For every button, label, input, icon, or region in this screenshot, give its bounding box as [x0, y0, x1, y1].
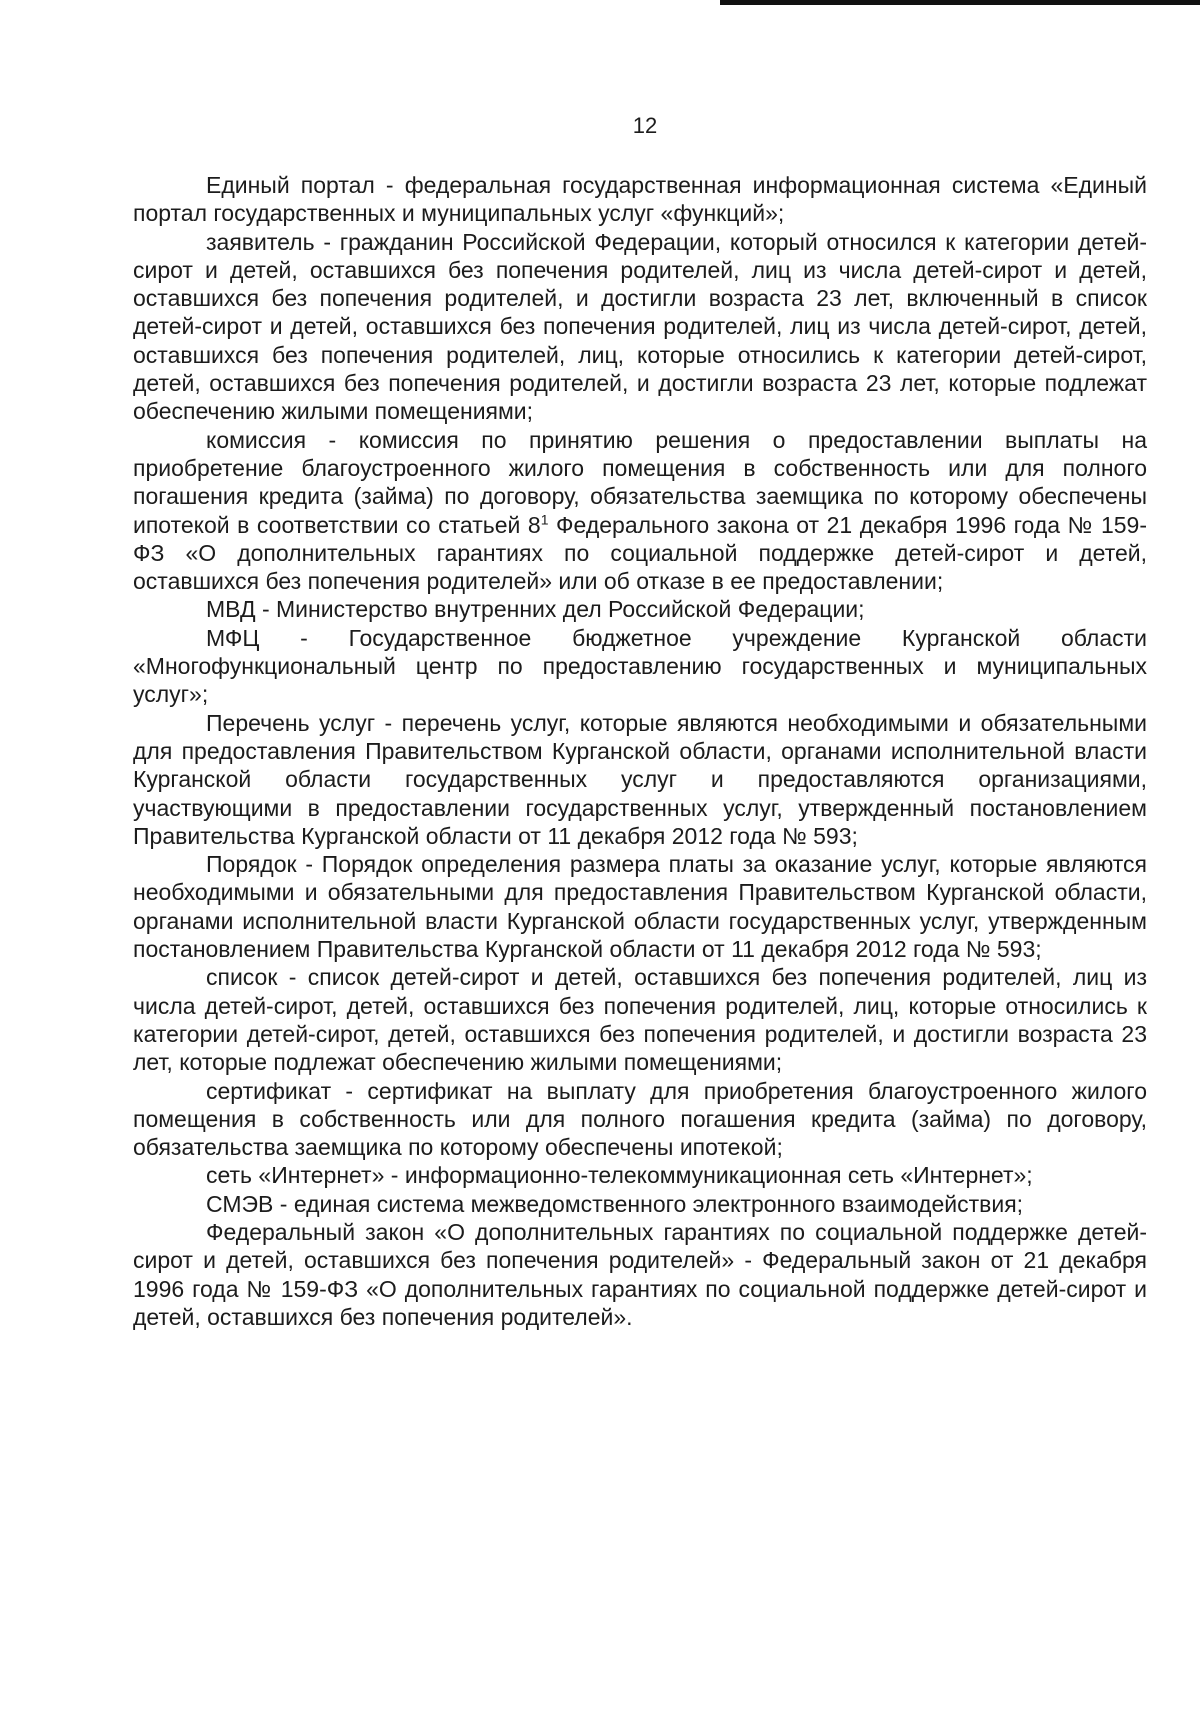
definition-commission-text-continued: Федерального закона от 21 декабря 1996 года № 159-ФЗ «О дополнительных гарантиях по социальной поддержке детей-сирот и детей, оставшихся без попечения родителей» или об отказе в ее предоставлении; — [133, 511, 1148, 595]
definition-internet: сеть «Интернет» - информационно-телекоммуникационная сеть «Интернет»; — [206, 1162, 1033, 1189]
definition-list: список - список детей-сирот и детей, оставшихся без попечения родителей, лиц из числа детей-сирот, детей, оставшихся без попечения родителей, лиц, которые относились к категории детей-сирот, детей, оставшихся без попечения родителей, и достигли возраста 23 лет, которые подлежат обеспечению жилыми помещениями; — [133, 964, 1147, 1076]
definition-procedure: Порядок - Порядок определения размера платы за оказание услуг, которые являются необходимыми и обязательными для предоставления Правительством Курганской области, органами исполнительной власти Курганской области государственных услуг, утвержденным постановлением Правительства Курганской области от 11 декабря 2012 года № 593; — [133, 851, 1147, 963]
scan-edge-mark — [720, 0, 1200, 5]
definition-applicant: заявитель - гражданин Российской Федерации, который относился к категории детей-сирот и детей, оставшихся без попечения родителей, лиц из числа детей-сирот и детей, оставшихся без попечения родителей, и достигли возраста 23 лет, включенный в список детей-сирот и детей, оставшихся без попечения родителей, лиц из числа детей-сирот, детей, оставшихся без попечения родителей, лиц, которые относились к категории детей-сирот, детей, оставшихся без попечения родителей, и достигли возраста 23 лет, которые подлежат обеспечению жилыми помещениями; — [133, 228, 1147, 425]
definition-commission-text: комиссия - комиссия по принятию решения о предоставлении выплаты на приобретение благоустроенного жилого помещения в собственность или для полного погашения кредита (займа) по договору, обязательства заемщика по которому обеспечены ипотекой в соответствии со статьей 8 — [133, 426, 1147, 538]
definition-mvd: МВД - Министерство внутренних дел Российской Федерации; — [206, 596, 865, 623]
page-number: 12 — [632, 113, 658, 138]
definition-certificate: сертификат - сертификат на выплату для приобретения благоустроенного жилого помещения в собственность или для полного погашения кредита (займа) по договору, обязательства заемщика по которому обеспечены ипотекой; — [133, 1077, 1147, 1161]
document-body — [133, 171, 1147, 1331]
definition-unified-portal: Единый портал - федеральная государственная информационная система «Единый портал государственных и муниципальных услуг «функций»; — [133, 172, 1147, 227]
definition-services-list: Перечень услуг - перечень услуг, которые являются необходимыми и обязательными для предоставления Правительством Курганской области, органами исполнительной власти Курганской области государственных услуг и предоставляются организациями, участвующими в предоставлении государственных услуг, утвержденный постановлением Правительства Курганской области от 11 декабря 2012 года № 593; — [133, 709, 1147, 849]
definition-smev: СМЭВ - единая система межведомственного электронного взаимодействия; — [206, 1190, 1024, 1217]
definition-federal-law: Федеральный закон «О дополнительных гарантиях по социальной поддержке детей-сирот и детей, оставшихся без попечения родителей» - Федеральный закон от 21 декабря 1996 года № 159-ФЗ «О дополнительных гарантиях по социальной поддержке детей-сирот и детей, оставшихся без попечения родителей». — [133, 1218, 1147, 1330]
definition-commission — [133, 426, 1147, 596]
article-superscript: 1 — [540, 510, 549, 527]
definition-mfc: МФЦ - Государственное бюджетное учреждение Курганской области «Многофункциональный центр по предоставлению государственных и муниципальных услуг»; — [133, 624, 1147, 708]
